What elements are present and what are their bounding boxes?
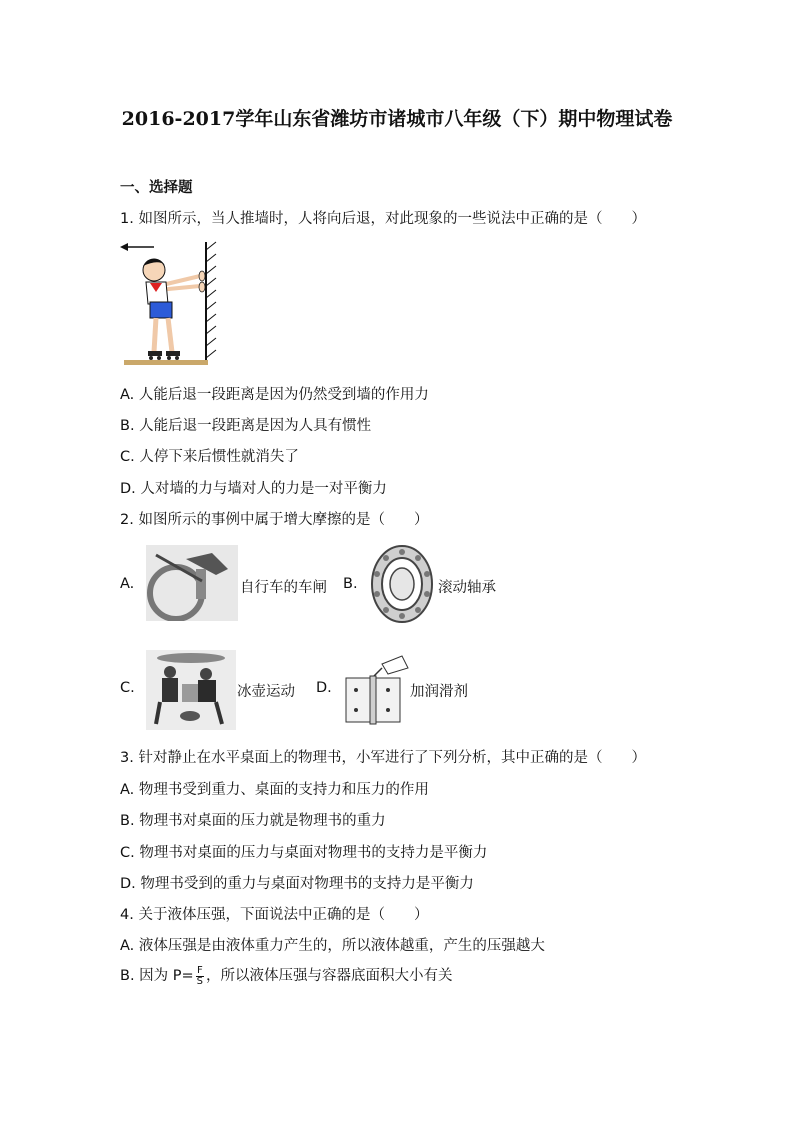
question-3-option-c: C. 物理书对桌面的压力与桌面对物理书的支持力是平衡力 (120, 845, 488, 861)
push-wall-figure (118, 236, 228, 368)
page-title: 2016-2017学年山东省潍坊市诸城市八年级（下）期中物理试卷 (121, 108, 673, 130)
question-2-option-d-text: 加润滑剂 (410, 684, 468, 700)
question-4-option-a: A. 液体压强是由液体重力产生的，所以液体越重，产生的压强越大 (120, 938, 545, 954)
bicycle-brake-image (146, 545, 238, 621)
question-2-stem: 2. 如图所示的事例中属于增大摩擦的是（ ） (120, 512, 429, 528)
question-4-option-b-prefix: B. 因为 P= (120, 968, 194, 984)
fraction-denominator: S (196, 975, 204, 987)
question-1-stem: 1. 如图所示，当人推墙时，人将向后退，对此现象的一些说法中正确的是（ ） (120, 211, 646, 227)
question-4-stem: 4. 关于液体压强，下面说法中正确的是（ ） (120, 907, 429, 923)
pressure-formula-fraction (196, 966, 204, 987)
curling-image (146, 650, 236, 730)
lubricant-hinge-image (342, 654, 412, 726)
question-4-option-b (120, 964, 453, 987)
question-1-option-c: C. 人停下来后惯性就消失了 (120, 449, 299, 465)
question-2-option-c-letter: C. (120, 680, 135, 696)
question-2-option-d-letter: D. (316, 680, 332, 696)
section-heading: 一、选择题 (120, 180, 193, 196)
question-2-option-b-text: 滚动轴承 (438, 580, 496, 596)
question-3-option-a: A. 物理书受到重力、桌面的支持力和压力的作用 (120, 782, 429, 798)
question-3-option-b: B. 物理书对桌面的压力就是物理书的重力 (120, 813, 386, 829)
fraction-numerator: F (196, 964, 203, 976)
question-3-option-d: D. 物理书受到的重力与桌面对物理书的支持力是平衡力 (120, 876, 474, 892)
question-1-option-b: B. 人能后退一段距离是因为人具有惯性 (120, 418, 372, 434)
question-2-option-b-letter: B. (343, 576, 358, 592)
question-1-option-d: D. 人对墙的力与墙对人的力是一对平衡力 (120, 481, 387, 497)
question-2-option-a-text: 自行车的车闸 (240, 580, 327, 596)
rolling-bearing-image (368, 540, 436, 628)
question-2-option-c-text: 冰壶运动 (237, 684, 295, 700)
question-2-option-a-letter: A. (120, 576, 135, 592)
question-4-option-b-suffix: ，所以液体压强与容器底面积大小有关 (206, 968, 453, 984)
question-1-option-a: A. 人能后退一段距离是因为仍然受到墙的作用力 (120, 387, 429, 403)
question-3-stem: 3. 针对静止在水平桌面上的物理书，小军进行了下列分析，其中正确的是（ ） (120, 750, 646, 766)
